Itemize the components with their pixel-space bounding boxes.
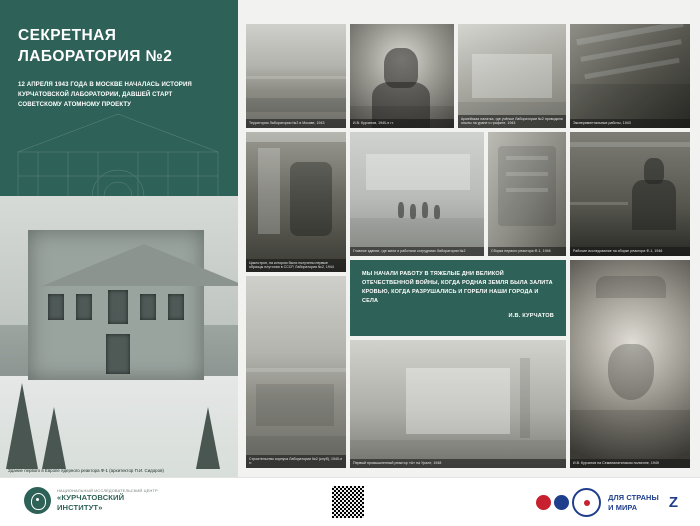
photo-card[interactable]: [350, 132, 484, 256]
photo-image: [350, 132, 484, 256]
photo-image: [458, 24, 566, 128]
photo-window: [108, 290, 128, 324]
photo-caption: Рабочие исследование на сборке реактора Ф-1, 1946: [570, 247, 690, 256]
qr-code-icon[interactable]: [332, 486, 364, 518]
rosatom-logo: [536, 488, 678, 517]
photo-caption: И.В. Курчатов на Семипалатинском полигоне, 1949: [570, 459, 690, 468]
left-panel: [0, 0, 238, 477]
photo-roof: [42, 244, 238, 286]
photo-image: [350, 24, 454, 128]
kurchatov-line2: «КУРЧАТОВСКИЙ: [57, 493, 125, 503]
photo-window: [168, 294, 184, 320]
photo-caption: Строительство корпуса Лаборатории №2 (клуб), 1940-е гг.: [246, 455, 346, 468]
photo-card[interactable]: [570, 24, 690, 128]
poster-title-line2: ЛАБОРАТОРИЯ №2: [18, 47, 173, 65]
poster-subtitle: 12 АПРЕЛЯ 1943 ГОДА В МОСКВЕ НАЧАЛАСЬ ИСТОРИЯ КУРЧАТОВСКОЙ ЛАБОРАТОРИИ, ДАВШЕЙ СТАРТ СОВЕТСКОМУ АТОМНОМУ ПРОЕКТУ: [18, 81, 192, 109]
photo-caption: И.В. Курчатов, 1940-е гг.: [350, 119, 454, 128]
photo-caption: Циклотрон, на котором были получены первые образцы плутония в СССР, Лаборатория №2, 1944: [246, 259, 346, 272]
quote-author: И.В. КУРЧАТОВ: [508, 312, 554, 319]
photo-tree: [6, 383, 38, 469]
photo-grid: [246, 24, 690, 468]
photo-caption: Сборка первого реактора Ф-1, 1946: [488, 247, 566, 256]
photo-caption: Экспериментальные работы, 1943: [570, 119, 690, 128]
photo-card[interactable]: [570, 132, 690, 256]
photo-tree: [42, 407, 66, 469]
kurchatov-institute-logo: [24, 487, 158, 514]
kurchatov-line3: ИНСТИТУТ»: [57, 503, 103, 513]
main-photo-laboratory-building: [0, 196, 238, 477]
photo-window: [140, 294, 156, 320]
kurchatov-line1: НАЦИОНАЛЬНЫЙ ИССЛЕДОВАТЕЛЬСКИЙ ЦЕНТР: [57, 488, 158, 494]
photo-card[interactable]: [488, 132, 566, 256]
photo-image: [570, 132, 690, 256]
photo-door: [106, 334, 130, 374]
atom-dot-blue-icon: [554, 495, 569, 510]
photo-card[interactable]: [570, 260, 690, 468]
poster-title: [18, 26, 172, 67]
footer: [0, 477, 700, 526]
photo-caption: Армейская палатка, где учёные Лаборатории №2 проводили опыты на уране и графите, 1943: [458, 115, 566, 128]
photo-card[interactable]: [350, 340, 566, 468]
photo-tree: [196, 407, 220, 469]
photo-image: [246, 24, 346, 128]
photo-card[interactable]: [246, 276, 346, 468]
quote-text: МЫ НАЧАЛИ РАБОТУ В ТЯЖЕЛЫЕ ДНИ ВЕЛИКОЙ ОТЕЧЕСТВЕННОЙ ВОЙНЫ, КОГДА РОДНАЯ ЗЕМЛЯ БЫЛА ЗАЛИТА КРОВЬЮ, КОГДА РАЗРУШАЛИСЬ И ГОРЕЛИ НАШИ ГОРОДА И СЕЛА: [362, 271, 553, 304]
photo-image: [246, 132, 346, 272]
kurchatov-emblem-icon: [24, 487, 51, 514]
photo-card[interactable]: [246, 24, 346, 128]
rosatom-slogan: [608, 493, 659, 512]
photo-card[interactable]: [458, 24, 566, 128]
atom-marks: [536, 488, 601, 517]
photo-card[interactable]: [350, 24, 454, 128]
photo-image: [570, 24, 690, 128]
photo-building: [28, 230, 204, 380]
rosatom-slogan-line2: И МИРА: [608, 502, 638, 512]
photo-card[interactable]: [246, 132, 346, 272]
photo-image: [570, 260, 690, 468]
photo-caption: Первый промышленный реактор «А» на Урале, 1948: [350, 459, 566, 468]
kurchatov-wordmark: [57, 488, 158, 513]
photo-caption: Главное здание, где жили и работали сотрудники Лаборатории №2: [350, 247, 484, 256]
photo-caption: Территория Лаборатории №2 в Москве, 1943: [246, 119, 346, 128]
main-photo-caption: Здание первого в Европе ядерного реактора Ф-1 (архитектор П.И. Сидоров): [8, 467, 164, 473]
quote-block: [350, 260, 566, 336]
photo-image: [246, 276, 346, 468]
rosatom-mark-icon: Z: [668, 494, 678, 511]
rosatom-slogan-line1: ДЛЯ СТРАНЫ: [608, 493, 659, 503]
photo-image: [350, 340, 566, 468]
atom-ring-icon: [572, 488, 601, 517]
poster-title-line1: СЕКРЕТНАЯ: [18, 27, 117, 44]
atom-dot-red-icon: [536, 495, 551, 510]
photo-window: [76, 294, 92, 320]
photo-image: [488, 132, 566, 256]
photo-window: [48, 294, 64, 320]
